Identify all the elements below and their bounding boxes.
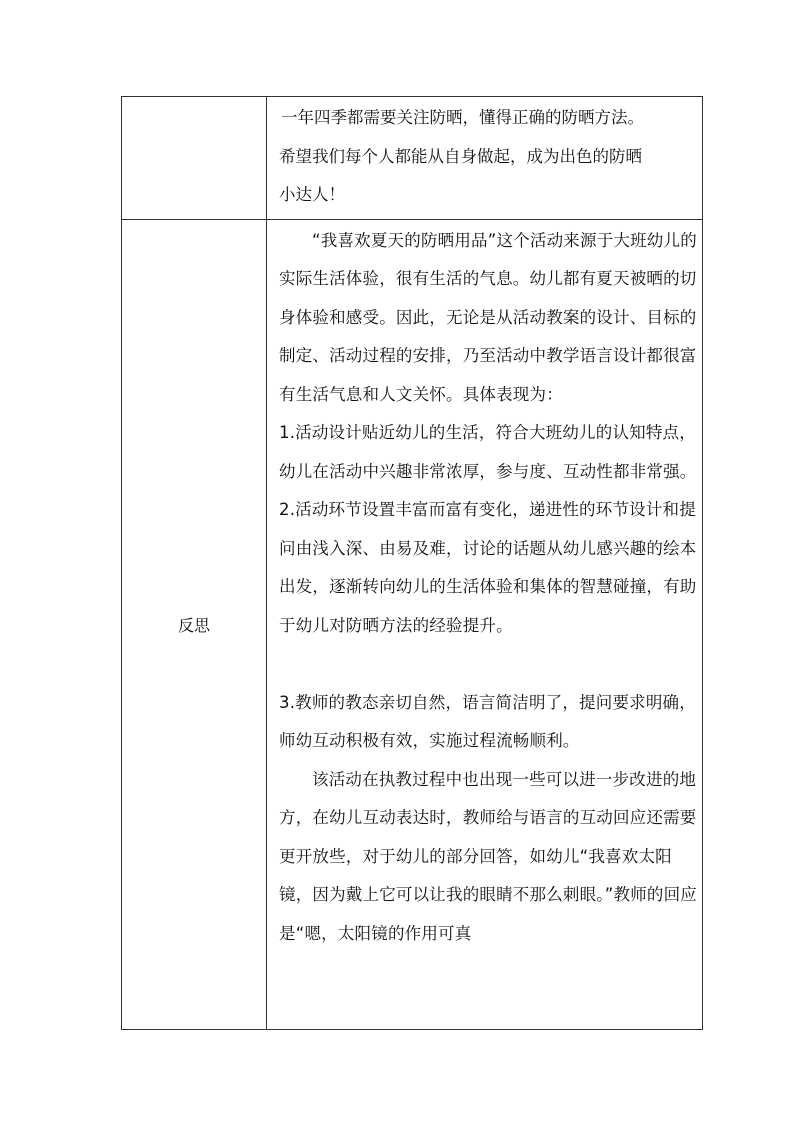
reflection-point-2: 2.活动环节设置丰富而富有变化，递进性的环节设计和提问由浅入深、由易及难，讨论的话题从幼儿感兴趣的绘本出发，逐渐转向幼儿的生活体验和集体的智慧碰撞，有助于幼儿对防晒方法的经验提升。	[279, 500, 697, 635]
table-row-summary	[122, 97, 703, 220]
reflection-improvement-paragraph: 该活动在执教过程中也出现一些可以进一步改进的地方，在幼儿互动表达时，教师给与语言的互动回应还需要更开放些，对于幼儿的部分回答，如幼儿“我喜欢太阳镜，因为戴上它可以让我的眼睛不那么刺眼。”教师的回应是“嗯，太阳镜的作用可真	[279, 769, 697, 943]
blank-spacer	[279, 645, 702, 684]
row-label-empty	[122, 97, 267, 220]
lesson-plan-table	[121, 96, 703, 1030]
reflection-label: 反思	[122, 219, 267, 1029]
reflection-intro-paragraph: “我喜欢夏天的防晒用品”这个活动来源于大班幼儿的实际生活体验，很有生活的气息。幼儿都有夏天被晒的切身体验和感受。因此，无论是从活动教案的设计、目标的制定、活动过程的安排，乃至活动中教学语言设计都很富有生活气息和人文关怀。具体表现为：	[279, 230, 697, 404]
table-row-reflection	[122, 219, 703, 1029]
reflection-point-3: 3.教师的教态亲切自然，语言简洁明了，提问要求明确，师幼互动积极有效，实施过程流畅顺利。	[279, 692, 696, 750]
summary-line-1: 一年四季都需要关注防晒，懂得正确的防晒方法。	[281, 108, 644, 127]
reflection-point-1: 1.活动设计贴近幼儿的生活，符合大班幼儿的认知特点，幼儿在活动中兴趣非常浓厚，参与度、互动性都非常强。	[279, 423, 697, 481]
summary-line-3: 小达人！	[279, 185, 345, 204]
reflection-content-cell	[267, 219, 703, 1029]
summary-line-2: 希望我们每个人都能从自身做起，成为出色的防晒	[279, 146, 642, 166]
summary-content-cell	[267, 97, 703, 220]
